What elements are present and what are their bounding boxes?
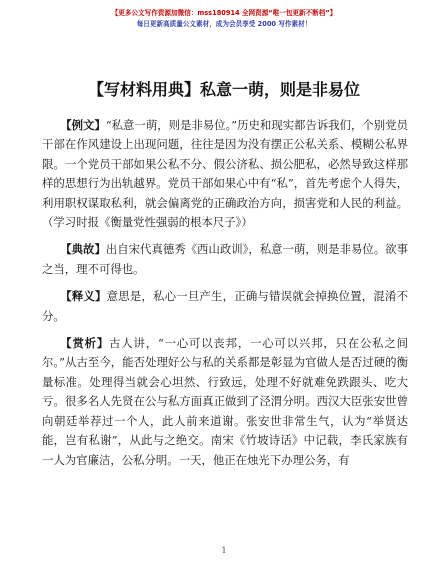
document-title: 【写材料用典】私意一萌，则是非易位 [87, 80, 360, 99]
section-tag-allusion: 【典故】 [60, 242, 106, 257]
section-text-appreciation: 古人讲，“一心可以丧邦，一心可以兴邦，只在公私之间尔。”从古至今，能否处理好公与私的关系都是彰显为官做人是否过硬的衡量标准。处理得当就会心坦然、行致远，处理不好就难免跌跟头、吃大亏。很多名人先贤在公与私方面真正做到了泾渭分明。西汉大臣张安世曾向朝廷举荐过一个人，此人前来道谢。张安世非常生气，认为“举贤达能，岂有私谢”，从此与之绝交。南宋《竹坡诗话》中记载，李氏家族有一人为官廉洁，公私分明。一天，他正在烛光下办理公务，有 [42, 336, 408, 467]
document-body [42, 116, 408, 478]
section-tag-appreciation: 【赏析】 [60, 336, 110, 351]
paragraph-allusion [42, 240, 408, 279]
section-tag-interpretation: 【释义】 [60, 289, 107, 304]
section-tag-example: 【例文】 [60, 118, 106, 132]
section-text-allusion: 出自宋代真德秀《西山政训》，私意一萌，则是非易位。欲事之当，理不可得也。 [42, 242, 408, 276]
promo-line-2: 每日更新高质量公文素材，成为会员享受 2000 写作素材！ [136, 20, 312, 28]
paragraph-appreciation [42, 334, 408, 470]
paragraph-example [42, 116, 408, 232]
section-text-example: “私意一萌，则是非易位。”历史和现实都告诉我们，个别党员干部在作风建设上出现问题，往往是因为没有摆正公私关系、模糊公私界限。一个党员干部如果公私不分、假公济私、损公肥私，必然导致这样那样的思想行为出轨越界。党员干部如果心中有“私”，首先考虑个人得失，利用职权谋取私利，就会偏离党的正确政治方向，损害党和人民的利益。（学习时报《衡量党性强弱的根本尺子》） [42, 118, 408, 230]
promo-banner [0, 8, 448, 30]
paragraph-interpretation [42, 287, 408, 326]
promo-line-1: 【更多公文写作资源加微信：mss180914 全网资源“唯一包更新不断档”】 [111, 9, 337, 17]
page-number: 1 [221, 546, 227, 555]
section-text-interpretation: 意思是，私心一旦产生，正确与错误就会掉换位置，混淆不分。 [42, 289, 408, 323]
